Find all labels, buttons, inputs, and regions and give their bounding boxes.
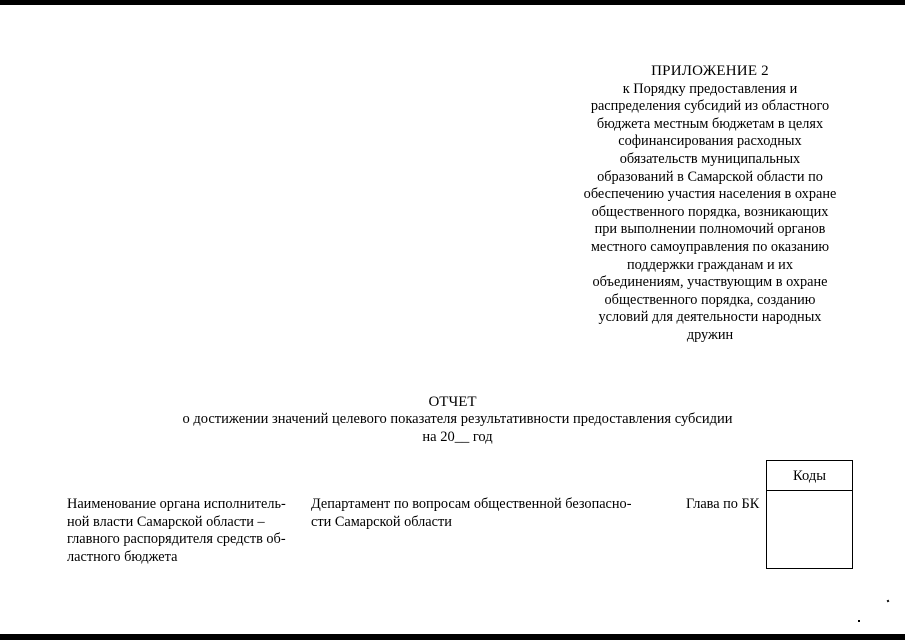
report-title: ОТЧЕТ [428, 394, 477, 410]
appendix-line: при выполнении полномочий органов [594, 221, 826, 238]
appendix-line: поддержки гражданам и их [627, 256, 793, 273]
codes-table [766, 460, 853, 569]
appendix-line: обеспечению участия населения в охране [583, 186, 837, 203]
appendix-line: общественного порядка, созданию [604, 291, 816, 308]
appendix-line: обязательств муниципальных [619, 150, 801, 167]
scan-speck [887, 600, 890, 603]
appendix-line: образований в Самарской области по [597, 168, 823, 185]
department-value [311, 496, 671, 531]
appendix-line: общественного порядка, возникающих [591, 203, 829, 220]
label-line: главного распорядителя средств об- [67, 531, 286, 547]
label-line: ластного бюджета [67, 548, 178, 565]
appendix-line: объединениям, участвующим в охране [592, 274, 828, 291]
scan-speck [858, 620, 860, 622]
label-line: Наименование органа исполнитель- [67, 496, 286, 512]
codes-header: Коды [767, 461, 852, 491]
report-year-line: на 20__ год [422, 429, 493, 445]
appendix-line: распределения субсидий из областного [590, 98, 830, 115]
top-border-rule [0, 0, 905, 5]
appendix-line: местного самоуправления по оказанию [590, 238, 830, 255]
appendix-heading [560, 63, 860, 345]
appendix-line: к Порядку предоставления и [622, 80, 798, 97]
label-line: ной власти Самарской области – [67, 513, 265, 530]
appendix-line: дружин [686, 326, 734, 343]
report-subtitle-line: о достижении значений целевого показателя результативности предоставления субсидии [182, 411, 733, 427]
executive-body-label [67, 496, 307, 566]
appendix-title: ПРИЛОЖЕНИЕ 2 [651, 63, 769, 79]
appendix-line: условий для деятельности народных [598, 309, 822, 326]
appendix-line: бюджета местным бюджетам в целях [596, 115, 824, 132]
department-line: сти Самарской области [311, 513, 452, 530]
glava-bk-label: Глава по БК [686, 496, 760, 512]
appendix-line: софинансирования расходных [618, 133, 802, 150]
department-line: Департамент по вопросам общественной безопасно- [311, 496, 632, 512]
bottom-border-rule [0, 634, 905, 640]
report-subtitle [0, 410, 905, 446]
